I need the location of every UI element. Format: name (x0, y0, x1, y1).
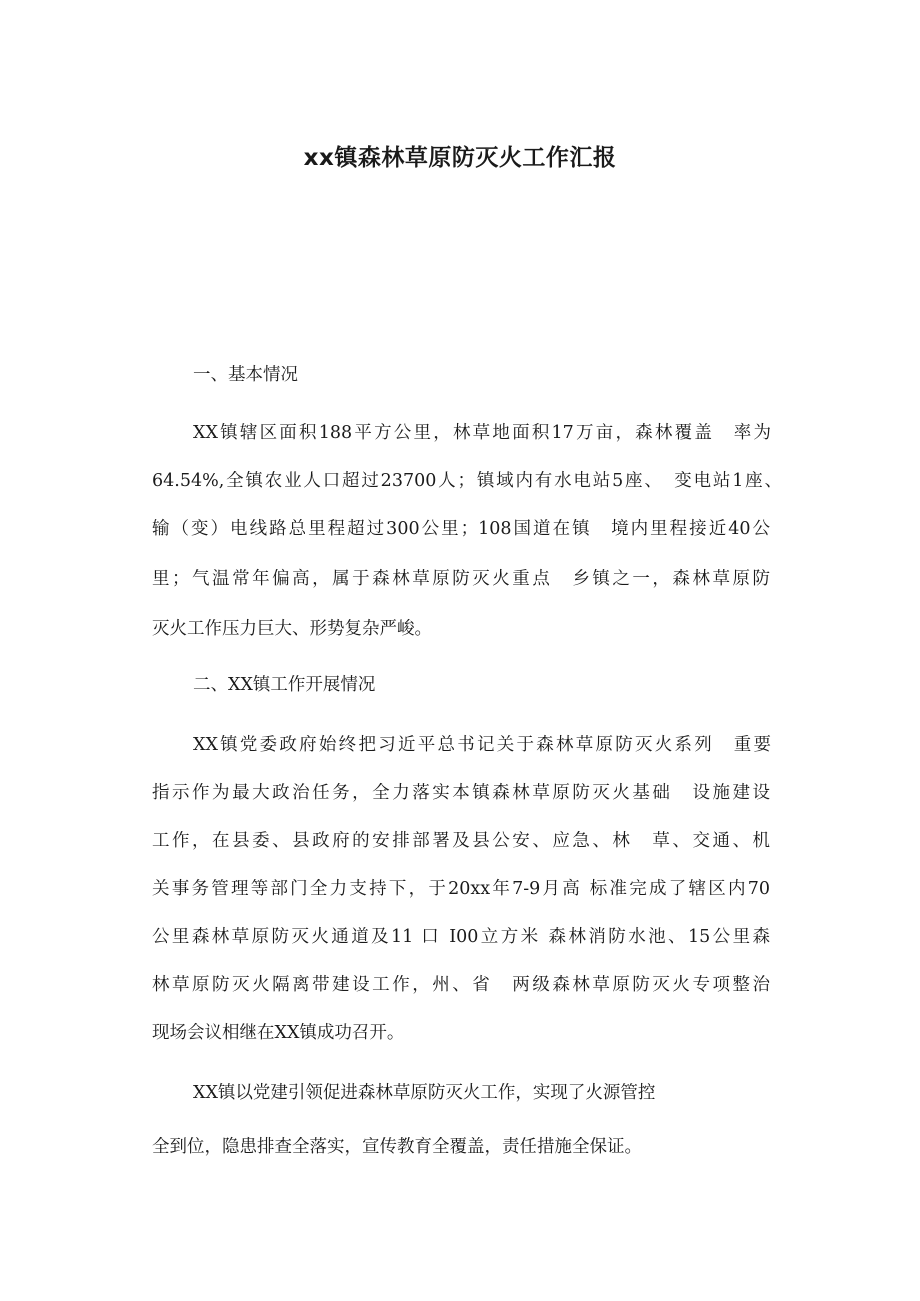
paragraph-line: 林草原防灭火隔离带建设工作，州、省 两级森林草原防灭火专项整治 (152, 975, 770, 995)
paragraph-line: 现场会议相继在XX镇成功召开。 (152, 1023, 405, 1043)
paragraph-line: 灭火工作压力巨大、形势复杂严峻。 (152, 619, 432, 639)
paragraph-line: 公里森林草原防灭火通道及11 口 I00立方米 森林消防水池、15公里森 (152, 927, 770, 947)
document-title: xx镇森林草原防灭火工作汇报 (303, 145, 617, 171)
paragraph-line: 里；气温常年偏高，属于森林草原防灭火重点 乡镇之一，森林草原防 (152, 569, 770, 589)
section-heading-work-progress: 二、XX镇工作开展情况 (193, 675, 376, 695)
paragraph-line: XX镇辖区面积188平方公里，林草地面积17万亩，森林覆盖 率为 (193, 423, 771, 443)
section-heading-basic-info: 一、基本情况 (193, 365, 298, 385)
paragraph-line: XX镇以党建引领促进森林草原防灭火工作，实现了火源管控 (193, 1083, 656, 1103)
paragraph-line: 64.54%,全镇农业人口超过23700人；镇域内有水电站5座、 变电站1座、 (152, 471, 782, 491)
paragraph-line: 工作，在县委、县政府的安排部署及县公安、应急、林 草、交通、机 (152, 831, 770, 851)
paragraph-line: 输（变）电线路总里程超过300公里；108国道在镇 境内里程接近40公 (152, 519, 770, 539)
paragraph-line: XX镇党委政府始终把习近平总书记关于森林草原防灭火系列 重要 (193, 735, 771, 755)
paragraph-line: 指示作为最大政治任务，全力落实本镇森林草原防灭火基础 设施建设 (152, 783, 770, 803)
paragraph-line: 关事务管理等部门全力支持下，于20xx年7-9月高 标准完成了辖区内70 (152, 879, 770, 899)
paragraph-line: 全到位，隐患排查全落实，宣传教育全覆盖，责任措施全保证。 (152, 1137, 642, 1157)
